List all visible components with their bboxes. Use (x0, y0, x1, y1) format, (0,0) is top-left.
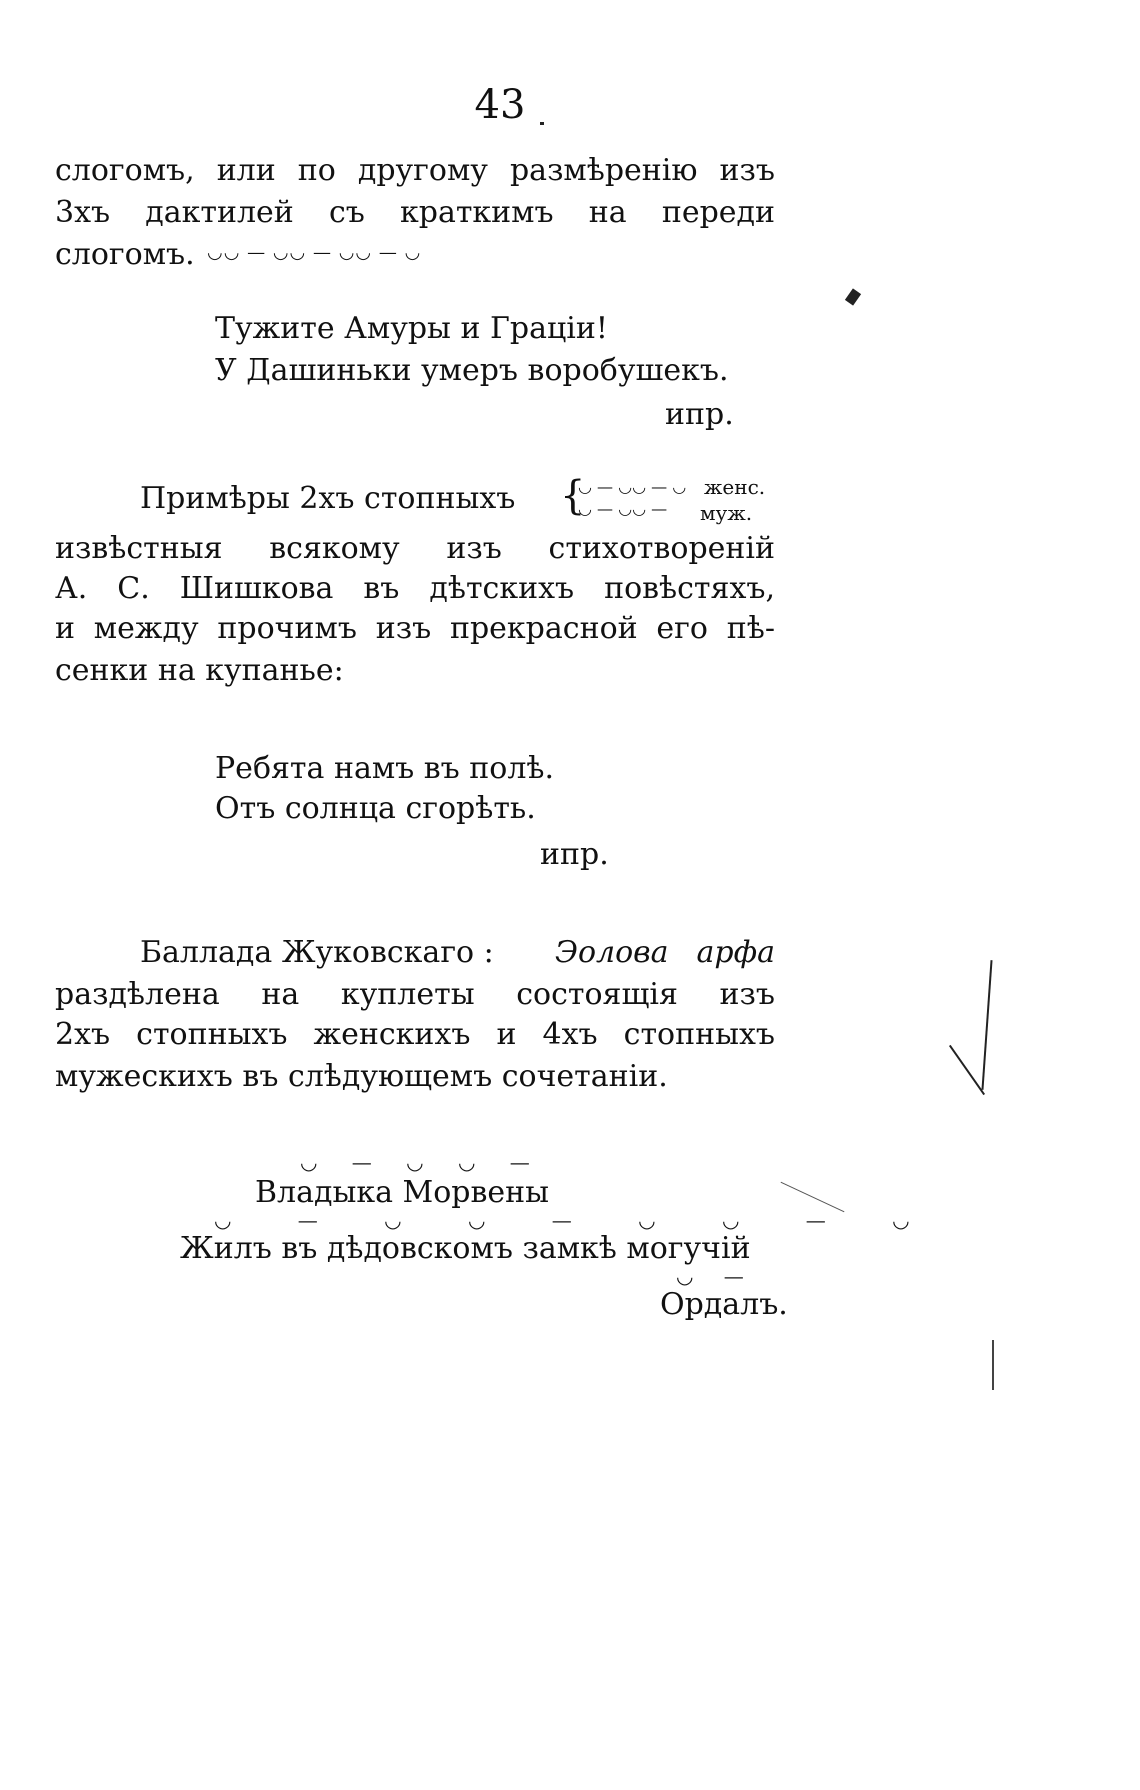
verse1-line2: У Дашиньки умеръ воробушекъ. (215, 353, 729, 388)
ink-speck (540, 122, 544, 125)
edge-mark (981, 960, 992, 1090)
ink-speck (845, 288, 861, 305)
ballad-title (555, 932, 775, 974)
page-number: 43 (474, 82, 526, 128)
para3-line2: раздѣлена на куплеты состоящія изъ (55, 977, 775, 1012)
scheme-feminine: ◡ — ◡◡ — ◡ (578, 477, 687, 496)
para3-line1-start: Баллада Жуковскаго : (140, 935, 494, 970)
edge-mark (949, 1045, 985, 1095)
para2-line2: извѣстныя всякому изъ стихотвореній (55, 531, 775, 566)
para1-line3: слогомъ. (55, 237, 195, 272)
verse3-line2: Жилъ въ дѣдовскомъ замкѣ могучій (180, 1231, 751, 1266)
brace: { (560, 473, 586, 519)
verse3-meter2: ◡ — ◡ ◡ — ◡ ◡ — ◡ (214, 1208, 940, 1232)
verse1-etc: ипр. (665, 397, 734, 432)
verse1-line1: Тужите Амуры и Граціи! (215, 311, 608, 346)
verse3-line1: Владыка Морвены (255, 1175, 550, 1210)
verse2-etc: ипр. (540, 837, 609, 872)
verse3-meter3: ◡ — (676, 1264, 756, 1288)
para1-line1: слогомъ, или по другому размѣренію изъ (55, 153, 775, 188)
para2-line5: сенки на купанье: (55, 653, 344, 688)
label-feminine: женс. (704, 475, 766, 499)
para2-line3: А. С. Шишкова въ дѣтскихъ повѣстяхъ, (55, 571, 775, 606)
para3-line4: мужескихъ въ слѣдующемъ сочетаніи. (55, 1059, 668, 1094)
verse2-line1: Ребята намъ въ полѣ. (215, 751, 555, 786)
para2-line1-start: Примѣры 2хъ стопныхъ (140, 481, 516, 516)
verse3-meter1: ◡ — ◡ ◡ — (300, 1150, 544, 1174)
para1-line2: 3хъ дактилей съ краткимъ на переди (55, 195, 775, 230)
ballad-title-text: Эолова арфа (555, 935, 775, 970)
scheme-masculine: ◡ — ◡◡ — (578, 499, 668, 518)
label-masculine: муж. (700, 501, 753, 525)
para1-meter-scheme: ◡◡ — ◡◡ — ◡◡ — ◡ (207, 242, 422, 263)
para3-line3: 2хъ стопныхъ женскихъ и 4хъ стопныхъ (55, 1017, 775, 1052)
verse2-line2: Отъ солнца сгорѣть. (215, 791, 536, 826)
para2-line4: и между прочимъ изъ прекрасной его пѣ- (55, 611, 775, 646)
edge-mark (992, 1340, 994, 1390)
verse3-line3: Ордалъ. (660, 1287, 788, 1322)
